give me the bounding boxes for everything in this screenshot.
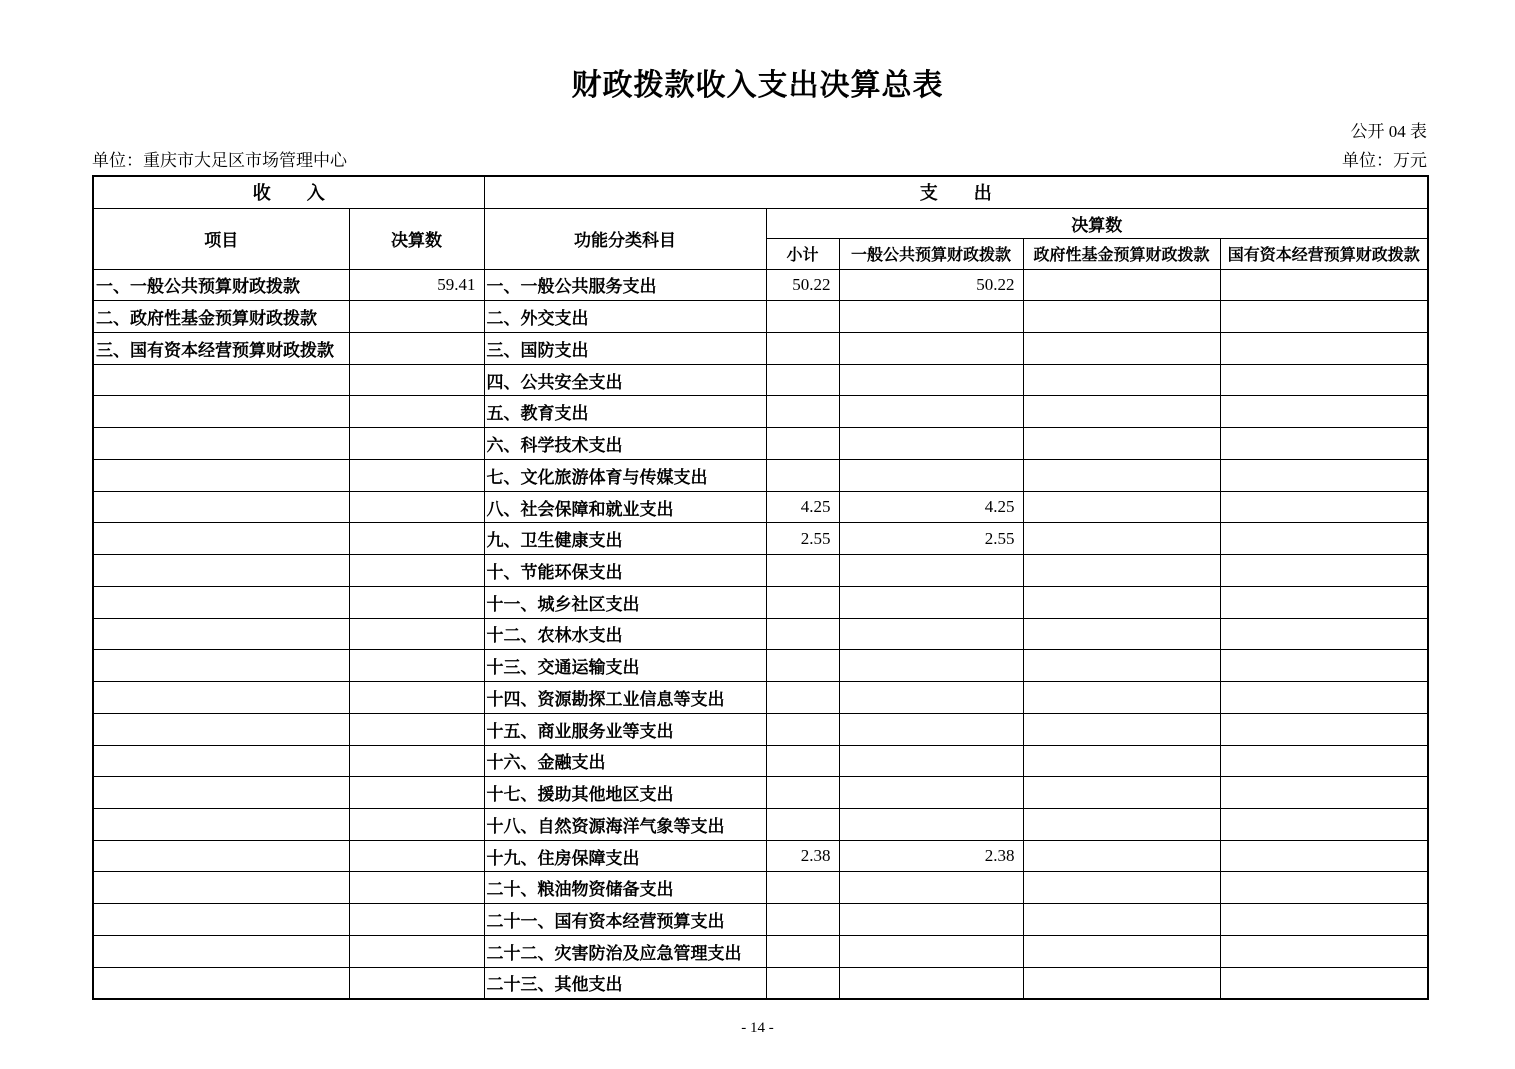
subtotal-cell: [766, 396, 839, 428]
expense-item-cell: 十、节能环保支出: [484, 555, 766, 587]
col-header-income-amount: 决算数: [349, 208, 484, 269]
col-header-expense-amount-group: 决算数: [766, 208, 1428, 238]
general-budget-cell: [839, 555, 1023, 587]
table-row: [93, 840, 1428, 872]
table-row: [93, 269, 1428, 301]
col-header-state-capital: 国有资本经营预算财政拨款: [1220, 238, 1428, 269]
col-header-income-item: 项目: [93, 208, 349, 269]
income-item-cell: 一、一般公共预算财政拨款: [93, 269, 349, 301]
gov-fund-cell: [1023, 745, 1220, 777]
col-header-general-budget: 一般公共预算财政拨款: [839, 238, 1023, 269]
income-item-cell: [93, 364, 349, 396]
income-amount-cell: 59.41: [349, 269, 484, 301]
state-capital-cell: [1220, 459, 1428, 491]
gov-fund-cell: [1023, 428, 1220, 460]
income-amount-cell: [349, 935, 484, 967]
income-item-cell: [93, 840, 349, 872]
income-amount-cell: [349, 682, 484, 714]
income-amount-cell: [349, 872, 484, 904]
gov-fund-cell: [1023, 586, 1220, 618]
state-capital-cell: [1220, 808, 1428, 840]
general-budget-cell: [839, 745, 1023, 777]
income-amount-cell: [349, 523, 484, 555]
gov-fund-cell: [1023, 523, 1220, 555]
gov-fund-cell: [1023, 935, 1220, 967]
expense-item-cell: 二、外交支出: [484, 301, 766, 333]
state-capital-cell: [1220, 935, 1428, 967]
expense-item-cell: 八、社会保障和就业支出: [484, 491, 766, 523]
state-capital-cell: [1220, 713, 1428, 745]
table-row: [93, 935, 1428, 967]
income-section-header: 收 入: [93, 176, 484, 208]
unit-of-measure-label: 单位：万元: [1342, 151, 1427, 170]
expense-item-cell: 二十、粮油物资储备支出: [484, 872, 766, 904]
state-capital-cell: [1220, 396, 1428, 428]
income-amount-cell: [349, 459, 484, 491]
gov-fund-cell: [1023, 332, 1220, 364]
subtotal-cell: [766, 777, 839, 809]
state-capital-cell: [1220, 491, 1428, 523]
state-capital-cell: [1220, 777, 1428, 809]
subtotal-cell: [766, 555, 839, 587]
income-item-cell: [93, 523, 349, 555]
income-item-cell: [93, 967, 349, 999]
income-item-cell: [93, 935, 349, 967]
state-capital-cell: [1220, 904, 1428, 936]
unit-name-label: 单位：重庆市大足区市场管理中心: [92, 151, 347, 170]
income-item-cell: [93, 459, 349, 491]
income-item-cell: [93, 713, 349, 745]
subtotal-cell: [766, 872, 839, 904]
col-header-gov-fund: 政府性基金预算财政拨款: [1023, 238, 1220, 269]
subtotal-cell: [766, 364, 839, 396]
expense-item-cell: 十三、交通运输支出: [484, 650, 766, 682]
table-row: [93, 586, 1428, 618]
gov-fund-cell: [1023, 713, 1220, 745]
subtotal-cell: [766, 332, 839, 364]
state-capital-cell: [1220, 872, 1428, 904]
expense-item-cell: 十五、商业服务业等支出: [484, 713, 766, 745]
state-capital-cell: [1220, 301, 1428, 333]
gov-fund-cell: [1023, 840, 1220, 872]
general-budget-cell: [839, 332, 1023, 364]
income-item-cell: [93, 682, 349, 714]
income-amount-cell: [349, 904, 484, 936]
page-title: 财政拨款收入支出决算总表: [571, 69, 944, 102]
expense-item-cell: 十八、自然资源海洋气象等支出: [484, 808, 766, 840]
income-amount-cell: [349, 967, 484, 999]
state-capital-cell: [1220, 332, 1428, 364]
general-budget-cell: 2.55: [839, 523, 1023, 555]
income-amount-cell: [349, 555, 484, 587]
state-capital-cell: [1220, 840, 1428, 872]
income-item-cell: [93, 555, 349, 587]
budget-summary-table: [92, 175, 1429, 1000]
table-row: [93, 682, 1428, 714]
state-capital-cell: [1220, 428, 1428, 460]
income-item-cell: [93, 618, 349, 650]
table-row: [93, 967, 1428, 999]
general-budget-cell: [839, 396, 1023, 428]
state-capital-cell: [1220, 364, 1428, 396]
subtotal-cell: [766, 967, 839, 999]
general-budget-cell: [839, 301, 1023, 333]
page-number: - 14 -: [741, 1020, 774, 1036]
income-item-cell: [93, 586, 349, 618]
gov-fund-cell: [1023, 491, 1220, 523]
income-amount-cell: [349, 332, 484, 364]
general-budget-cell: [839, 650, 1023, 682]
general-budget-cell: [839, 586, 1023, 618]
general-budget-cell: [839, 777, 1023, 809]
expense-section-header: 支 出: [484, 176, 1428, 208]
gov-fund-cell: [1023, 555, 1220, 587]
state-capital-cell: [1220, 650, 1428, 682]
expense-item-cell: 三、国防支出: [484, 332, 766, 364]
state-capital-cell: [1220, 586, 1428, 618]
gov-fund-cell: [1023, 364, 1220, 396]
general-budget-cell: [839, 682, 1023, 714]
income-amount-cell: [349, 840, 484, 872]
income-item-cell: [93, 808, 349, 840]
general-budget-cell: [839, 808, 1023, 840]
table-row: [93, 713, 1428, 745]
table-row: [93, 650, 1428, 682]
general-budget-cell: [839, 872, 1023, 904]
subtotal-cell: [766, 904, 839, 936]
income-item-cell: 三、国有资本经营预算财政拨款: [93, 332, 349, 364]
state-capital-cell: [1220, 618, 1428, 650]
income-item-cell: [93, 745, 349, 777]
income-amount-cell: [349, 586, 484, 618]
gov-fund-cell: [1023, 650, 1220, 682]
table-row: [93, 396, 1428, 428]
income-item-cell: [93, 491, 349, 523]
general-budget-cell: [839, 713, 1023, 745]
general-budget-cell: [839, 428, 1023, 460]
expense-item-cell: 二十二、灾害防治及应急管理支出: [484, 935, 766, 967]
gov-fund-cell: [1023, 618, 1220, 650]
income-item-cell: 二、政府性基金预算财政拨款: [93, 301, 349, 333]
general-budget-cell: 50.22: [839, 269, 1023, 301]
income-item-cell: [93, 904, 349, 936]
income-amount-cell: [349, 364, 484, 396]
gov-fund-cell: [1023, 808, 1220, 840]
income-amount-cell: [349, 650, 484, 682]
gov-fund-cell: [1023, 459, 1220, 491]
general-budget-cell: [839, 459, 1023, 491]
income-amount-cell: [349, 428, 484, 460]
gov-fund-cell: [1023, 872, 1220, 904]
table-row: [93, 301, 1428, 333]
income-amount-cell: [349, 618, 484, 650]
state-capital-cell: [1220, 523, 1428, 555]
income-amount-cell: [349, 301, 484, 333]
general-budget-cell: 2.38: [839, 840, 1023, 872]
expense-item-cell: 七、文化旅游体育与传媒支出: [484, 459, 766, 491]
subtotal-cell: 2.55: [766, 523, 839, 555]
subtotal-cell: [766, 682, 839, 714]
income-item-cell: [93, 777, 349, 809]
subtotal-cell: [766, 301, 839, 333]
expense-item-cell: 二十三、其他支出: [484, 967, 766, 999]
gov-fund-cell: [1023, 682, 1220, 714]
expense-item-cell: 一、一般公共服务支出: [484, 269, 766, 301]
col-header-expense-subject: 功能分类科目: [484, 208, 766, 269]
gov-fund-cell: [1023, 967, 1220, 999]
expense-item-cell: 十九、住房保障支出: [484, 840, 766, 872]
expense-item-cell: 六、科学技术支出: [484, 428, 766, 460]
general-budget-cell: [839, 935, 1023, 967]
subtotal-cell: 50.22: [766, 269, 839, 301]
subtotal-cell: [766, 428, 839, 460]
income-amount-cell: [349, 713, 484, 745]
expense-item-cell: 十七、援助其他地区支出: [484, 777, 766, 809]
state-capital-cell: [1220, 269, 1428, 301]
income-item-cell: [93, 396, 349, 428]
expense-item-cell: 四、公共安全支出: [484, 364, 766, 396]
table-row: [93, 332, 1428, 364]
subtotal-cell: [766, 713, 839, 745]
state-capital-cell: [1220, 745, 1428, 777]
table-row: [93, 745, 1428, 777]
general-budget-cell: [839, 967, 1023, 999]
expense-item-cell: 十六、金融支出: [484, 745, 766, 777]
gov-fund-cell: [1023, 269, 1220, 301]
income-item-cell: [93, 650, 349, 682]
table-row: [93, 459, 1428, 491]
subtotal-cell: [766, 586, 839, 618]
subtotal-cell: 2.38: [766, 840, 839, 872]
gov-fund-cell: [1023, 301, 1220, 333]
gov-fund-cell: [1023, 904, 1220, 936]
expense-item-cell: 九、卫生健康支出: [484, 523, 766, 555]
general-budget-cell: 4.25: [839, 491, 1023, 523]
section-header-row: [93, 176, 1428, 208]
subtotal-cell: [766, 459, 839, 491]
table-row: [93, 904, 1428, 936]
table-row: [93, 428, 1428, 460]
gov-fund-cell: [1023, 777, 1220, 809]
subtotal-cell: [766, 808, 839, 840]
income-amount-cell: [349, 808, 484, 840]
general-budget-cell: [839, 904, 1023, 936]
subtotal-cell: [766, 618, 839, 650]
table-row: [93, 364, 1428, 396]
income-amount-cell: [349, 491, 484, 523]
expense-item-cell: 二十一、国有资本经营预算支出: [484, 904, 766, 936]
state-capital-cell: [1220, 555, 1428, 587]
col-header-subtotal: 小计: [766, 238, 839, 269]
table-row: [93, 777, 1428, 809]
expense-item-cell: 十二、农林水支出: [484, 618, 766, 650]
income-item-cell: [93, 428, 349, 460]
column-header-row-1: [93, 208, 1428, 238]
income-amount-cell: [349, 745, 484, 777]
form-code-label: 公开 04 表: [1350, 122, 1427, 141]
subtotal-cell: [766, 650, 839, 682]
gov-fund-cell: [1023, 396, 1220, 428]
unit-row: [92, 146, 1427, 171]
subtotal-cell: [766, 745, 839, 777]
table-row: [93, 523, 1428, 555]
table-row: [93, 555, 1428, 587]
state-capital-cell: [1220, 967, 1428, 999]
table-row: [93, 872, 1428, 904]
subtotal-cell: [766, 935, 839, 967]
expense-item-cell: 十一、城乡社区支出: [484, 586, 766, 618]
table-row: [93, 618, 1428, 650]
table-row: [93, 491, 1428, 523]
table-row: [93, 808, 1428, 840]
expense-item-cell: 五、教育支出: [484, 396, 766, 428]
income-item-cell: [93, 872, 349, 904]
expense-item-cell: 十四、资源勘探工业信息等支出: [484, 682, 766, 714]
income-amount-cell: [349, 777, 484, 809]
income-amount-cell: [349, 396, 484, 428]
subtotal-cell: 4.25: [766, 491, 839, 523]
state-capital-cell: [1220, 682, 1428, 714]
general-budget-cell: [839, 364, 1023, 396]
general-budget-cell: [839, 618, 1023, 650]
